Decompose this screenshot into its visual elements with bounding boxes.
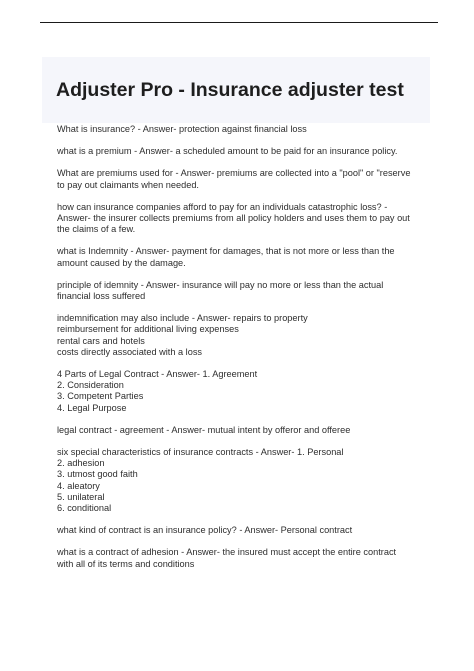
qa-item: 4 Parts of Legal Contract - Answer- 1. Agreement 2. Consideration 3. Competent Parties 4. Legal Purpose: [57, 369, 258, 413]
qa-item: what is Indemnity - Answer- payment for damages, that is not more or less than the amount caused by the damage.: [57, 246, 395, 268]
qa-item: what is a premium - Answer- a scheduled amount to be paid for an insurance policy.: [57, 146, 398, 157]
qa-item: how can insurance companies afford to pay for an individuals catastrophic loss? - Answer- the insurer collects premiums from all policy holders and uses them to pay out the claims of a few.: [57, 201, 410, 235]
qa-item: principle of idemnity - Answer- insurance will pay no more or less than the actual financial loss suffered: [57, 279, 384, 302]
qa-item: legal contract - agreement - Answer- mutual intent by offeror and offeree: [57, 424, 351, 435]
qa-item: what kind of contract is an insurance policy? - Answer- Personal contract: [57, 525, 353, 536]
qa-list: [57, 124, 437, 581]
document-title: Adjuster Pro - Insurance adjuster test: [56, 79, 404, 101]
top-divider: [40, 22, 438, 23]
qa-item: indemnification may also include - Answer- repairs to property reimbursement for additional living expenses rental cars and hotels costs directly associated with a loss: [57, 313, 308, 357]
qa-item: What are premiums used for - Answer- premiums are collected into a "pool" or "reserve to pay out claimants when needed.: [57, 168, 411, 190]
qa-item: What is insurance? - Answer- protection against financial loss: [57, 124, 307, 134]
qa-item: what is a contract of adhesion - Answer- the insured must accept the entire contract with all of its terms and conditions: [57, 547, 397, 569]
qa-item: six special characteristics of insurance contracts - Answer- 1. Personal 2. adhesion 3. utmost good faith 4. aleatory 5. unilateral 6. conditional: [57, 447, 344, 514]
